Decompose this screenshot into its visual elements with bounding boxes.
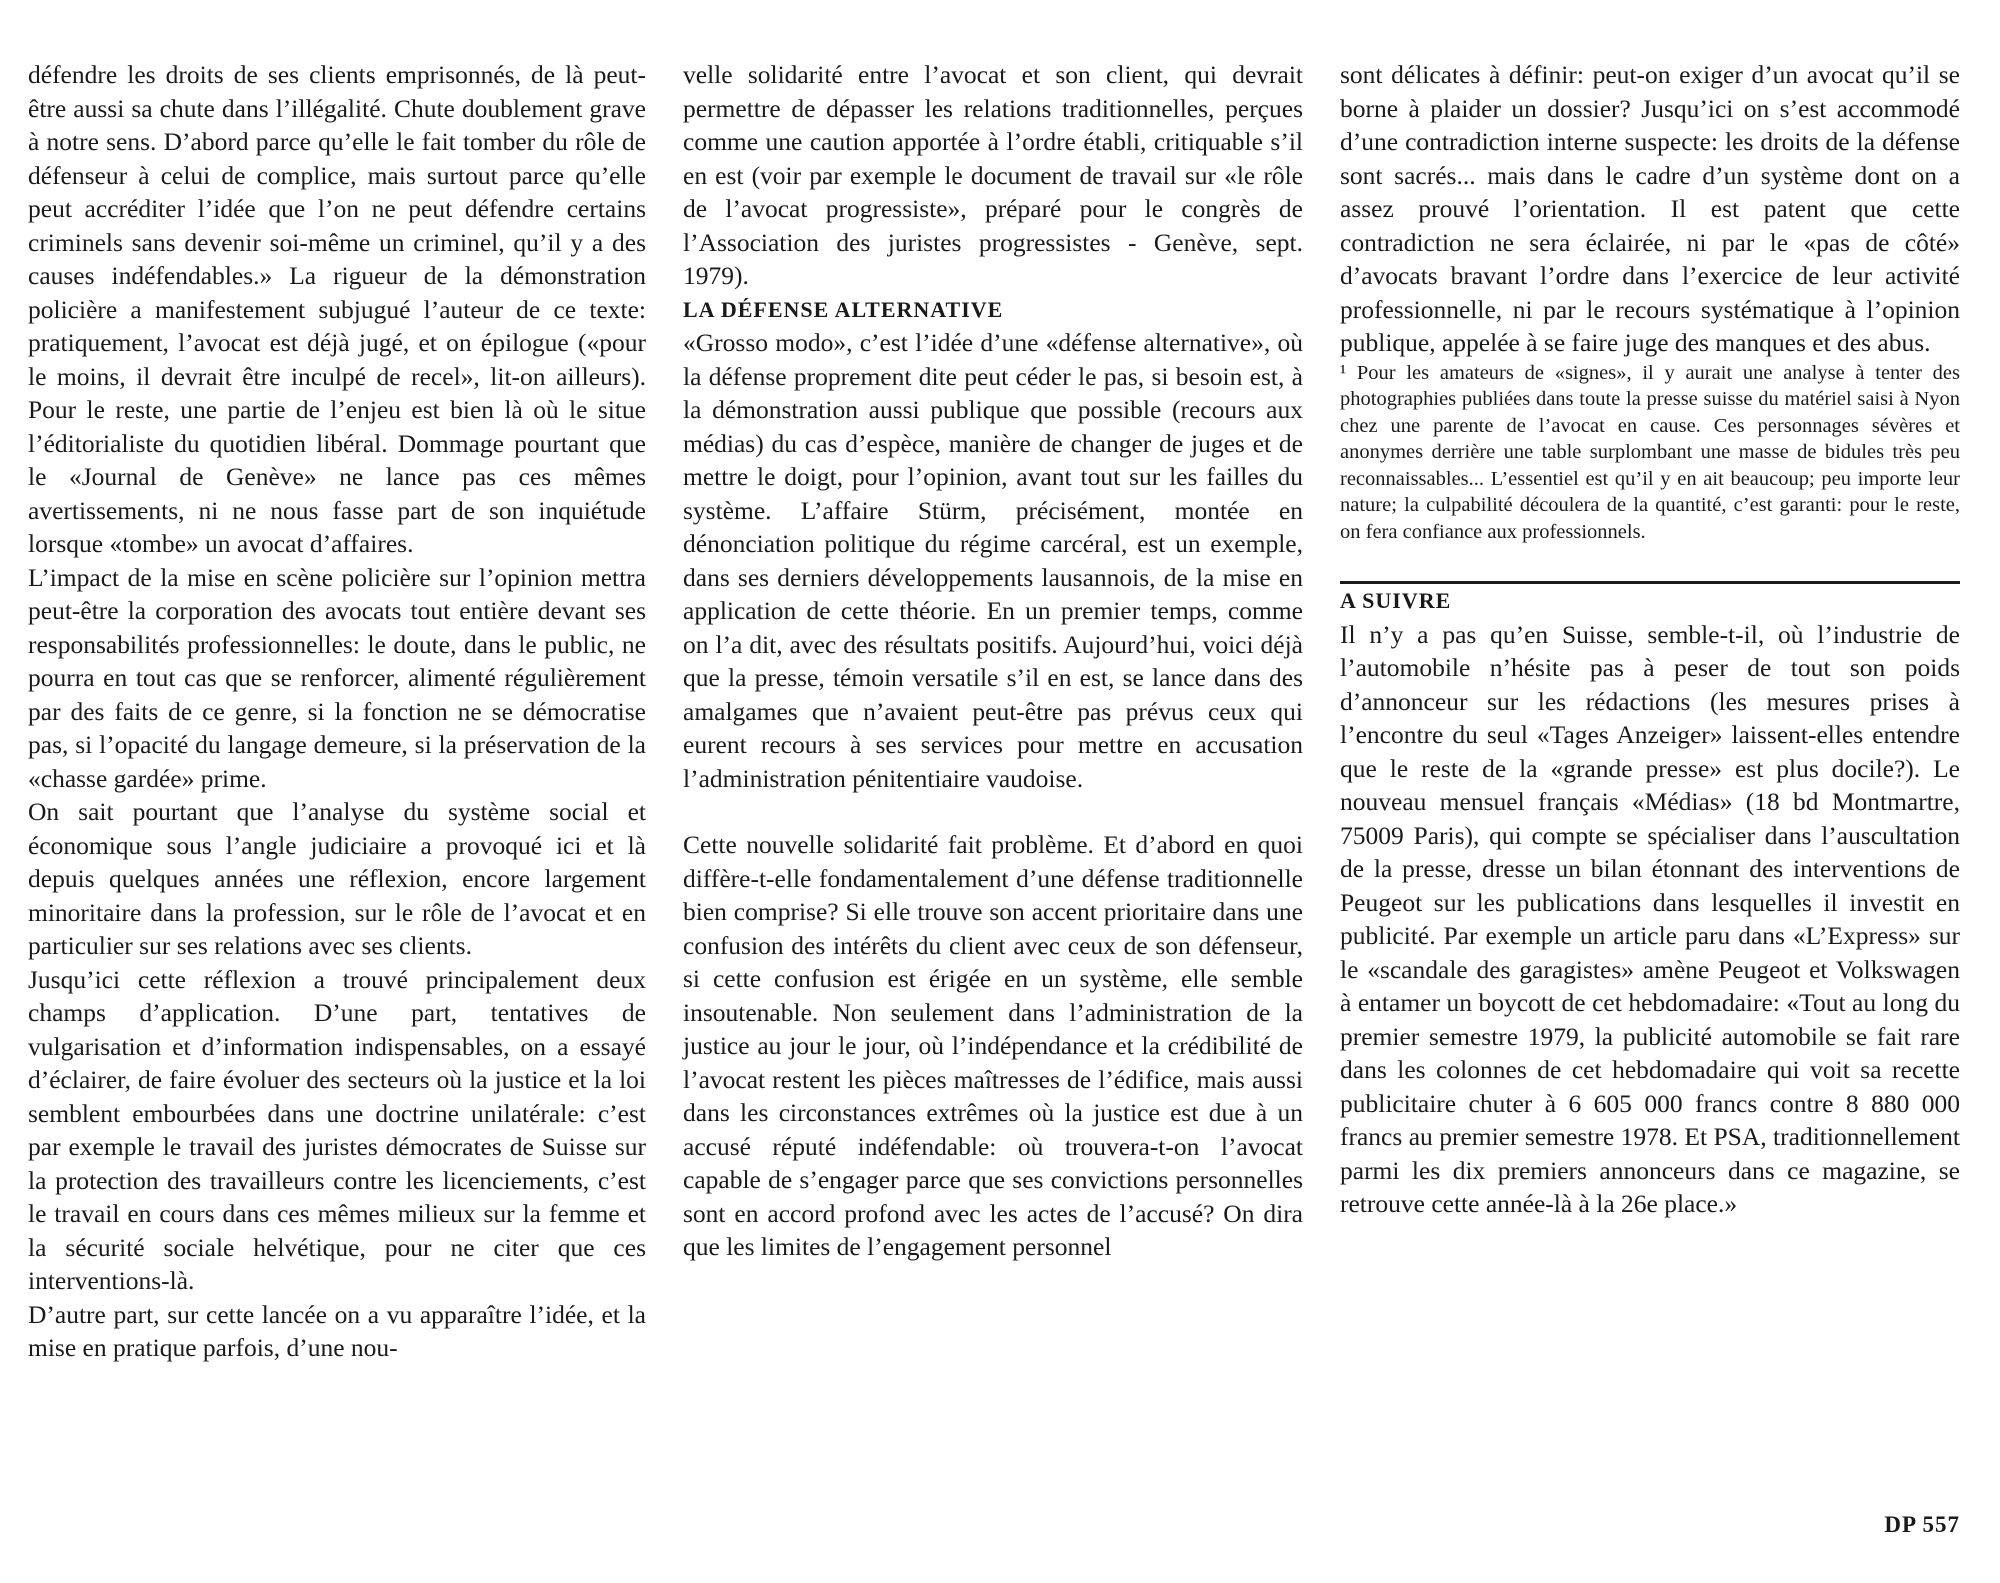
col3-intro: sont délicates à définir: peut-on exiger d’un avocat qu’il se borne à plaider un dossier? Jusqu’ici on s’est accommodé d’une contradiction interne suspecte: les droits de la défense sont sacrés... mais dans le cadre d’un système dont on a assez prouvé l’orientation. Il est patent que cette contradiction ne sera éclairée, ni par le «pas de côté» d’avocats bravant l’ordre dans l’exercice de leur activité professionnelle, ni par le recours systématique à l’opinion publique, appelée à se faire juge des manques et des abus. xyxy=(1340,60,1960,357)
page-number: DP 557 xyxy=(1884,1512,1960,1537)
col2-paragraph-1: «Grosso modo», c’est l’idée d’une «défense alternative», où la défense proprement dite peut céder le pas, si besoin est, à la démonstration aussi publique que possible (recours aux médias) du cas d’espèce, manière de changer de juges et de mettre le doigt, pour l’opinion, avant tout sur les failles du système. L’affaire Stürm, précisément, montée en dénonciation politique du régime carcéral, est un exemple, dans ses derniers développements lausannois, de la mise en application de cette théorie. En un premier temps, comme on l’a dit, avec des résultats positifs. Aujourd’hui, voici déjà que la presse, témoin versatile s’il en est, se lance dans des amalgames que n’avaient peut-être pas prévus ceux qui eurent recours à ses services pour mettre en accusation l’administration pénitentiaire vaudoise. xyxy=(683,328,1303,793)
section-heading-defense-alternative: LA DÉFENSE ALTERNATIVE xyxy=(683,296,1004,322)
col1-paragraph-2: L’impact de la mise en scène policière sur l’opinion mettra peut-être la corporation des avocats tout entière devant ses responsabilités professionnelles: le doute, dans le public, ne pourra en tout cas que se renforcer, alimenté régulièrement par des faits de ce genre, si la fonction ne se démocratise pas, si l’opacité du langage demeure, si la préservation de la «chasse gardée» prime. xyxy=(28,562,646,793)
section-heading-a-suivre: A SUIVRE xyxy=(1340,588,1452,613)
column-1 xyxy=(28,58,646,1365)
col2-paragraph-2: Cette nouvelle solidarité fait problème. Et d’abord en quoi diffère-t-elle fondamentalement d’une défense traditionnelle bien comprise? Si elle trouve son accent prioritaire dans une confusion des intérêts du client avec ceux de son défenseur, si cette confusion est érigée en un système, elle semble insoutenable. Non seulement dans l’administration de la justice au jour le jour, où l’indépendance et la crédibilité de l’avocat restent les pièces maîtresses de l’édifice, mais aussi dans les circonstances extrêmes où la justice est due à un accusé réputé indéfendable: où trouvera-t-on l’avocat capable de s’engager parce que ses convictions personnelles sont en accord profond avec les actes de l’accusé? On dira que les limites de l’engagement personnel xyxy=(683,830,1303,1261)
col2-intro: velle solidarité entre l’avocat et son client, qui devrait permettre de dépasser les relations traditionnelles, perçues comme une caution apportée à l’ordre établi, critiquable s’il en est (voir par exemple le document de travail sur «le rôle de l’avocat progressiste», préparé pour le congrès de l’Association des juristes progressistes - Genève, sept. 1979). xyxy=(683,60,1303,290)
column-2 xyxy=(683,58,1303,1264)
col3-paragraph-1: Il n’y a pas qu’en Suisse, semble-t-il, où l’industrie de l’automobile n’hésite pas à peser de tout son poids d’annonceur sur les rédactions (les mesures prises à l’encontre du seul «Tages Anzeiger» laissent-elles entendre que le reste de la «grande presse» est plus docile?). Le nouveau mensuel français «Médias» (18 bd Montmartre, 75009 Paris), qui compte se spécialiser dans l’auscultation de la presse, dresse un bilan étonnant des interventions de Peugeot sur les publications dans lesquelles il investit en publicité. Par exemple un article paru dans «L’Express» sur le «scandale des garagistes» amène Peugeot et Volkswagen à entamer un boycott de cet hebdomadaire: «Tout au long du premier semestre 1979, la publicité automobile se fait rare dans les colonnes de cet hebdomadaire qui voit sa recette publicitaire chuter à 6 605 000 francs contre 8 880 000 francs au premier semestre 1978. Et PSA, traditionnellement parmi les dix premiers annonceurs dans ce magazine, se retrouve cette année-là à la 26e place.» xyxy=(1340,619,1960,1218)
column-3 xyxy=(1340,58,1960,1221)
col1-paragraph-3: On sait pourtant que l’analyse du système social et économique sous l’angle judiciaire a provoqué ici et là depuis quelques années une réflexion, encore largement minoritaire dans la profession, sur le rôle de l’avocat et en particulier sur ses relations avec ses clients. xyxy=(28,797,646,960)
col1-paragraph-4: Jusqu’ici cette réflexion a trouvé principalement deux champs d’application. D’une part, tentatives de vulgarisation et d’information indispensables, on a essayé d’éclairer, de faire évoluer des secteurs où la justice et la loi semblent embourbées dans une doctrine unilatérale: c’est par exemple le travail des juristes démocrates de Suisse sur la protection des travailleurs contre les licenciements, c’est le travail en cours dans ces mêmes milieux sur la femme et la sécurité sociale helvétique, pour ne citer que ces interventions-là. xyxy=(28,964,646,1295)
col1-paragraph-5: D’autre part, sur cette lancée on a vu apparaître l’idée, et la mise en pratique parfois, d’une nou- xyxy=(28,1299,646,1362)
footnote: ¹ Pour les amateurs de «signes», il y aurait une analyse à tenter des photographies publiées dans toute la presse suisse du matériel saisi à Nyon chez une parente de l’avocat en cause. Ces personnages sévères et anonymes derrière une table surplombant une masse de bidules très peu reconnaissables... L’essentiel est qu’il y en ait beaucoup; peu importe leur nature; la culpabilité découlera de la quantité, c’est garanti: pour le reste, on fera confiance aux professionnels. xyxy=(1340,361,1960,543)
col1-paragraph-1: défendre les droits de ses clients emprisonnés, de là peut-être aussi sa chute dans l’illégalité. Chute doublement grave à notre sens. D’abord parce qu’elle le fait tomber du rôle de défenseur à celui de complice, mais surtout parce qu’elle peut accréditer l’idée que l’on ne peut défendre certains criminels sans devenir soi-même un criminel, qu’il y a des causes indéfendables.» La rigueur de la démonstration policière a manifestement subjugué l’auteur de ce texte: pratiquement, l’avocat est déjà jugé, et on épilogue («pour le moins, il devrait être inculpé de recel», lit-on ailleurs). Pour le reste, une partie de l’enjeu est bien là où le situe l’éditorialiste du quotidien libéral. Dommage pourtant que le «Journal de Genève» ne lance pas ces mêmes avertissements, ni ne nous fasse part de son inquiétude lorsque «tombe» un avocat d’affaires. xyxy=(28,60,646,558)
